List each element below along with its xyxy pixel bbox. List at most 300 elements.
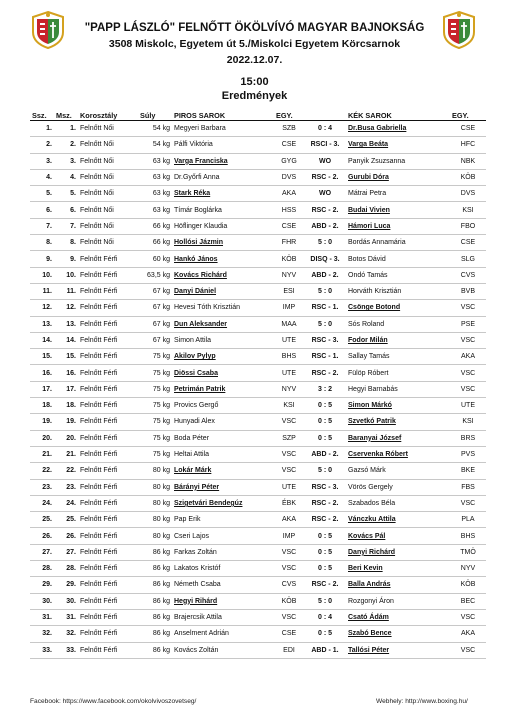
match-number: 6. <box>54 202 78 218</box>
red-corner-club: VSC <box>274 609 304 625</box>
table-row <box>30 642 486 658</box>
blue-corner-boxer: Budai Vivien <box>346 202 450 218</box>
event-date: 2022.12.07. <box>226 54 283 66</box>
red-corner-club: IMP <box>274 528 304 544</box>
match-number: 7. <box>54 218 78 234</box>
weight-class: 75 kg <box>138 381 172 397</box>
bout-number: 7. <box>30 218 54 234</box>
age-category: Felnőtt Férfi <box>78 642 138 658</box>
bout-result: RSC - 1. <box>304 349 346 365</box>
blue-corner-club: TMÖ <box>450 544 486 560</box>
age-category: Felnőtt Férfi <box>78 430 138 446</box>
red-corner-boxer: Anselment Adrián <box>172 626 274 642</box>
red-corner-boxer: Hankó János <box>172 251 274 267</box>
bout-number: 4. <box>30 169 54 185</box>
age-category: Felnőtt Férfi <box>78 446 138 462</box>
bout-number: 11. <box>30 283 54 299</box>
blue-corner-club: PSE <box>450 316 486 332</box>
bout-result: RSC - 2. <box>304 365 346 381</box>
bout-result: 0 : 5 <box>304 626 346 642</box>
age-category: Felnőtt Férfi <box>78 495 138 511</box>
bout-number: 14. <box>30 332 54 348</box>
table-row <box>30 479 486 495</box>
bout-result: ABD - 2. <box>304 446 346 462</box>
blue-corner-boxer: Beri Kevin <box>346 561 450 577</box>
blue-corner-club: AKA <box>450 626 486 642</box>
age-category: Felnőtt Férfi <box>78 251 138 267</box>
age-category: Felnőtt Férfi <box>78 626 138 642</box>
session-time: 15:00 <box>240 76 269 88</box>
red-corner-boxer: Hevesi Tóth Krisztián <box>172 300 274 316</box>
blue-corner-boxer: Csató Ádám <box>346 609 450 625</box>
bout-number: 3. <box>30 153 54 169</box>
match-number: 24. <box>54 495 78 511</box>
document-header <box>60 20 449 68</box>
table-row <box>30 495 486 511</box>
bout-result: 0 : 5 <box>304 528 346 544</box>
blue-corner-boxer: Fodor Milán <box>346 332 450 348</box>
age-category: Felnőtt Férfi <box>78 349 138 365</box>
bout-number: 20. <box>30 430 54 446</box>
championship-title: "PAPP LÁSZLÓ" FELNŐTT ÖKÖLVÍVÓ MAGYAR BAJNOKSÁG <box>84 22 425 34</box>
match-number: 12. <box>54 300 78 316</box>
red-corner-boxer: Szigetvári Bendegúz <box>172 495 274 511</box>
bout-result: 5 : 0 <box>304 593 346 609</box>
weight-class: 54 kg <box>138 137 172 153</box>
red-corner-boxer: Petrimán Patrik <box>172 381 274 397</box>
col-header-blue-club: EGY. <box>450 110 486 121</box>
blue-corner-boxer: Danyi Richárd <box>346 544 450 560</box>
table-row <box>30 349 486 365</box>
blue-corner-club: VSC <box>450 609 486 625</box>
results-table <box>30 110 486 659</box>
bout-result: ABD - 2. <box>304 267 346 283</box>
col-header-result <box>304 110 346 121</box>
table-row <box>30 169 486 185</box>
age-category: Felnőtt Férfi <box>78 283 138 299</box>
table-row <box>30 446 486 462</box>
bout-number: 29. <box>30 577 54 593</box>
bout-number: 19. <box>30 414 54 430</box>
red-corner-boxer: Brajercsik Attila <box>172 609 274 625</box>
blue-corner-club: PLA <box>450 512 486 528</box>
age-category: Felnőtt Férfi <box>78 609 138 625</box>
age-category: Felnőtt Férfi <box>78 267 138 283</box>
blue-corner-club: KSI <box>450 202 486 218</box>
blue-corner-club: SLG <box>450 251 486 267</box>
table-row <box>30 626 486 642</box>
blue-corner-club: BRS <box>450 430 486 446</box>
red-corner-boxer: Kovács Zoltán <box>172 642 274 658</box>
blue-corner-boxer: Horváth Krisztián <box>346 283 450 299</box>
match-number: 33. <box>54 642 78 658</box>
table-row <box>30 381 486 397</box>
table-row <box>30 365 486 381</box>
blue-corner-boxer: Balla András <box>346 577 450 593</box>
match-number: 5. <box>54 186 78 202</box>
col-header-weight: Súly <box>138 110 172 121</box>
red-corner-boxer: Hollósi Jázmin <box>172 235 274 251</box>
match-number: 22. <box>54 463 78 479</box>
match-number: 19. <box>54 414 78 430</box>
bout-number: 8. <box>30 235 54 251</box>
blue-corner-boxer: Gurubi Dóra <box>346 169 450 185</box>
table-row <box>30 544 486 560</box>
red-corner-club: GYG <box>274 153 304 169</box>
red-corner-club: VSC <box>274 446 304 462</box>
table-row <box>30 300 486 316</box>
match-number: 32. <box>54 626 78 642</box>
col-header-blue-corner: KÉK SAROK <box>346 110 450 121</box>
bout-number: 32. <box>30 626 54 642</box>
table-row <box>30 186 486 202</box>
blue-corner-club: KSI <box>450 414 486 430</box>
bout-number: 27. <box>30 544 54 560</box>
weight-class: 67 kg <box>138 332 172 348</box>
match-number: 27. <box>54 544 78 560</box>
age-category: Felnőtt Férfi <box>78 544 138 560</box>
match-number: 18. <box>54 398 78 414</box>
age-category: Felnőtt Férfi <box>78 398 138 414</box>
table-row <box>30 153 486 169</box>
blue-corner-boxer: Varga Beáta <box>346 137 450 153</box>
blue-corner-boxer: Hegyi Barnabás <box>346 381 450 397</box>
blue-corner-club: VSC <box>450 300 486 316</box>
red-corner-boxer: Danyi Dániel <box>172 283 274 299</box>
col-header-age: Korosztály <box>78 110 138 121</box>
blue-corner-boxer: Tallósi Péter <box>346 642 450 658</box>
weight-class: 86 kg <box>138 577 172 593</box>
red-corner-club: KSI <box>274 398 304 414</box>
bout-result: ABD - 2. <box>304 218 346 234</box>
match-number: 25. <box>54 512 78 528</box>
red-corner-boxer: Cseri Lajos <box>172 528 274 544</box>
red-corner-club: VSC <box>274 463 304 479</box>
weight-class: 67 kg <box>138 316 172 332</box>
red-corner-boxer: Akilov Pylyp <box>172 349 274 365</box>
weight-class: 80 kg <box>138 479 172 495</box>
red-corner-boxer: Höflinger Klaudia <box>172 218 274 234</box>
bout-result: 0 : 5 <box>304 414 346 430</box>
bout-result: 0 : 5 <box>304 398 346 414</box>
bout-result: RSCI - 3. <box>304 137 346 153</box>
red-corner-club: UTE <box>274 332 304 348</box>
venue-address: 3508 Miskolc, Egyetem út 5./Miskolci Egyetem Körcsarnok <box>108 38 401 50</box>
age-category: Felnőtt Férfi <box>78 316 138 332</box>
red-corner-boxer: Dr.Győrfi Anna <box>172 169 274 185</box>
bout-number: 15. <box>30 349 54 365</box>
age-category: Felnőtt Férfi <box>78 561 138 577</box>
red-corner-boxer: Németh Csaba <box>172 577 274 593</box>
weight-class: 80 kg <box>138 528 172 544</box>
bout-result: 0 : 5 <box>304 430 346 446</box>
blue-corner-club: VSC <box>450 642 486 658</box>
red-corner-boxer: Tímár Boglárka <box>172 202 274 218</box>
age-category: Felnőtt Férfi <box>78 593 138 609</box>
table-row <box>30 283 486 299</box>
blue-corner-club: KÖB <box>450 577 486 593</box>
footer-website: Webhely: http://www.boxing.hu/ <box>376 698 468 705</box>
bout-number: 12. <box>30 300 54 316</box>
red-corner-boxer: Pap Erik <box>172 512 274 528</box>
weight-class: 67 kg <box>138 283 172 299</box>
match-number: 3. <box>54 153 78 169</box>
table-row <box>30 235 486 251</box>
table-row <box>30 528 486 544</box>
blue-corner-club: AKA <box>450 349 486 365</box>
red-corner-boxer: Simon Attila <box>172 332 274 348</box>
blue-corner-club: FBS <box>450 479 486 495</box>
age-category: Felnőtt Férfi <box>78 332 138 348</box>
bout-number: 10. <box>30 267 54 283</box>
match-number: 30. <box>54 593 78 609</box>
table-row <box>30 202 486 218</box>
match-number: 8. <box>54 235 78 251</box>
bout-result: WO <box>304 153 346 169</box>
weight-class: 86 kg <box>138 544 172 560</box>
red-corner-boxer: Diössi Csaba <box>172 365 274 381</box>
age-category: Felnőtt Férfi <box>78 365 138 381</box>
red-corner-boxer: Megyeri Barbara <box>172 121 274 137</box>
bout-number: 9. <box>30 251 54 267</box>
weight-class: 80 kg <box>138 495 172 511</box>
bout-number: 25. <box>30 512 54 528</box>
footer-facebook: Facebook: https://www.facebook.com/okolvivoszovetseg/ <box>30 698 197 705</box>
bout-number: 24. <box>30 495 54 511</box>
blue-corner-club: BKE <box>450 463 486 479</box>
red-corner-boxer: Farkas Zoltán <box>172 544 274 560</box>
bout-result: 5 : 0 <box>304 283 346 299</box>
table-row <box>30 332 486 348</box>
bout-number: 21. <box>30 446 54 462</box>
weight-class: 86 kg <box>138 626 172 642</box>
weight-class: 80 kg <box>138 463 172 479</box>
red-corner-club: SZB <box>274 121 304 137</box>
bout-result: RSC - 2. <box>304 577 346 593</box>
blue-corner-boxer: Vörös Gergely <box>346 479 450 495</box>
bout-number: 17. <box>30 381 54 397</box>
blue-corner-boxer: Ondó Tamás <box>346 267 450 283</box>
bout-number: 5. <box>30 186 54 202</box>
weight-class: 54 kg <box>138 121 172 137</box>
weight-class: 63 kg <box>138 169 172 185</box>
weight-class: 67 kg <box>138 300 172 316</box>
red-corner-boxer: Provics Gergő <box>172 398 274 414</box>
blue-corner-boxer: Hámori Luca <box>346 218 450 234</box>
weight-class: 75 kg <box>138 349 172 365</box>
table-row <box>30 251 486 267</box>
match-number: 15. <box>54 349 78 365</box>
blue-corner-club: BHS <box>450 528 486 544</box>
blue-corner-boxer: Panyik Zsuzsanna <box>346 153 450 169</box>
red-corner-club: VSC <box>274 544 304 560</box>
bout-number: 6. <box>30 202 54 218</box>
red-corner-club: NYV <box>274 381 304 397</box>
red-corner-club: AKA <box>274 512 304 528</box>
blue-corner-club: VSC <box>450 381 486 397</box>
age-category: Felnőtt Női <box>78 186 138 202</box>
blue-corner-boxer: Baranyai József <box>346 430 450 446</box>
red-corner-club: DVS <box>274 169 304 185</box>
bout-number: 31. <box>30 609 54 625</box>
blue-corner-boxer: Szabó Bence <box>346 626 450 642</box>
col-header-red-corner: PIROS SAROK <box>172 110 274 121</box>
results-heading: Eredmények <box>221 90 288 102</box>
red-corner-club: UTE <box>274 479 304 495</box>
blue-corner-boxer: Fülöp Róbert <box>346 365 450 381</box>
blue-corner-club: CSE <box>450 121 486 137</box>
age-category: Felnőtt Női <box>78 137 138 153</box>
table-row <box>30 593 486 609</box>
blue-corner-club: PVS <box>450 446 486 462</box>
table-header-row <box>30 110 486 121</box>
blue-corner-club: CSE <box>450 235 486 251</box>
bout-result: ABD - 1. <box>304 642 346 658</box>
age-category: Felnőtt Férfi <box>78 528 138 544</box>
blue-corner-boxer: Gazsó Márk <box>346 463 450 479</box>
bout-number: 30. <box>30 593 54 609</box>
blue-corner-boxer: Sallay Tamás <box>346 349 450 365</box>
match-number: 1. <box>54 121 78 137</box>
weight-class: 86 kg <box>138 642 172 658</box>
match-number: 11. <box>54 283 78 299</box>
blue-corner-boxer: Szabados Béla <box>346 495 450 511</box>
weight-class: 75 kg <box>138 365 172 381</box>
bout-result: RSC - 3. <box>304 479 346 495</box>
blue-corner-club: FBO <box>450 218 486 234</box>
red-corner-boxer: Lokár Márk <box>172 463 274 479</box>
bout-number: 22. <box>30 463 54 479</box>
red-corner-club: ESI <box>274 283 304 299</box>
red-corner-club: EDI <box>274 642 304 658</box>
red-corner-club: VSC <box>274 561 304 577</box>
age-category: Felnőtt Férfi <box>78 300 138 316</box>
red-corner-boxer: Hegyi Rihárd <box>172 593 274 609</box>
red-corner-club: BHS <box>274 349 304 365</box>
blue-corner-club: BVB <box>450 283 486 299</box>
red-corner-club: NYV <box>274 267 304 283</box>
red-corner-club: FHR <box>274 235 304 251</box>
blue-corner-club: VSC <box>450 495 486 511</box>
blue-corner-boxer: Sós Roland <box>346 316 450 332</box>
bout-result: 3 : 2 <box>304 381 346 397</box>
red-corner-club: CSE <box>274 218 304 234</box>
col-header-msz: Msz. <box>54 110 78 121</box>
bout-number: 13. <box>30 316 54 332</box>
red-corner-club: HSS <box>274 202 304 218</box>
blue-corner-boxer: Bordás Annamária <box>346 235 450 251</box>
red-corner-club: MAA <box>274 316 304 332</box>
age-category: Felnőtt Női <box>78 202 138 218</box>
match-number: 28. <box>54 561 78 577</box>
weight-class: 86 kg <box>138 593 172 609</box>
table-row <box>30 267 486 283</box>
blue-corner-boxer: Rozgonyi Áron <box>346 593 450 609</box>
age-category: Felnőtt Férfi <box>78 577 138 593</box>
table-row <box>30 512 486 528</box>
weight-class: 63 kg <box>138 153 172 169</box>
weight-class: 75 kg <box>138 430 172 446</box>
bout-number: 28. <box>30 561 54 577</box>
table-row <box>30 316 486 332</box>
blue-corner-club: NYV <box>450 561 486 577</box>
red-corner-club: AKA <box>274 186 304 202</box>
red-corner-boxer: Stark Réka <box>172 186 274 202</box>
bout-number: 16. <box>30 365 54 381</box>
bout-result: 5 : 0 <box>304 235 346 251</box>
weight-class: 75 kg <box>138 446 172 462</box>
match-number: 21. <box>54 446 78 462</box>
weight-class: 63,5 kg <box>138 267 172 283</box>
weight-class: 66 kg <box>138 235 172 251</box>
red-corner-boxer: Varga Franciska <box>172 153 274 169</box>
bout-result: WO <box>304 186 346 202</box>
red-corner-boxer: Boda Péter <box>172 430 274 446</box>
red-corner-boxer: Dun Aleksander <box>172 316 274 332</box>
bout-result: 0 : 4 <box>304 609 346 625</box>
blue-corner-boxer: Dr.Busa Gabriella <box>346 121 450 137</box>
red-corner-club: SZP <box>274 430 304 446</box>
age-category: Felnőtt Férfi <box>78 414 138 430</box>
blue-corner-club: CVS <box>450 267 486 283</box>
age-category: Felnőtt Férfi <box>78 381 138 397</box>
bout-result: 0 : 5 <box>304 561 346 577</box>
bout-number: 2. <box>30 137 54 153</box>
blue-corner-boxer: Csönge Botond <box>346 300 450 316</box>
blue-corner-boxer: Mátrai Petra <box>346 186 450 202</box>
red-corner-club: VSC <box>274 414 304 430</box>
bout-number: 26. <box>30 528 54 544</box>
weight-class: 63 kg <box>138 186 172 202</box>
blue-corner-boxer: Simon Márkó <box>346 398 450 414</box>
red-corner-boxer: Kovács Richárd <box>172 267 274 283</box>
bout-result: DISQ - 3. <box>304 251 346 267</box>
red-corner-club: UTE <box>274 365 304 381</box>
age-category: Felnőtt Női <box>78 169 138 185</box>
blue-corner-club: UTE <box>450 398 486 414</box>
weight-class: 75 kg <box>138 398 172 414</box>
red-corner-club: CVS <box>274 577 304 593</box>
match-number: 2. <box>54 137 78 153</box>
col-header-red-club: EGY. <box>274 110 304 121</box>
red-corner-club: KÖB <box>274 593 304 609</box>
weight-class: 86 kg <box>138 609 172 625</box>
bout-result: 5 : 0 <box>304 463 346 479</box>
weight-class: 75 kg <box>138 414 172 430</box>
table-row <box>30 577 486 593</box>
red-corner-boxer: Pálfi Viktória <box>172 137 274 153</box>
red-corner-boxer: Heltai Attila <box>172 446 274 462</box>
age-category: Felnőtt Női <box>78 153 138 169</box>
bout-number: 18. <box>30 398 54 414</box>
match-number: 31. <box>54 609 78 625</box>
weight-class: 86 kg <box>138 561 172 577</box>
age-category: Felnőtt Női <box>78 121 138 137</box>
bout-result: RSC - 2. <box>304 495 346 511</box>
bout-result: RSC - 2. <box>304 169 346 185</box>
match-number: 10. <box>54 267 78 283</box>
age-category: Felnőtt Női <box>78 235 138 251</box>
table-row <box>30 414 486 430</box>
red-corner-boxer: Bárányi Péter <box>172 479 274 495</box>
red-corner-club: IMP <box>274 300 304 316</box>
bout-result: 0 : 4 <box>304 121 346 137</box>
match-number: 4. <box>54 169 78 185</box>
match-number: 17. <box>54 381 78 397</box>
blue-corner-club: VSC <box>450 365 486 381</box>
match-number: 23. <box>54 479 78 495</box>
bout-result: RSC - 1. <box>304 300 346 316</box>
